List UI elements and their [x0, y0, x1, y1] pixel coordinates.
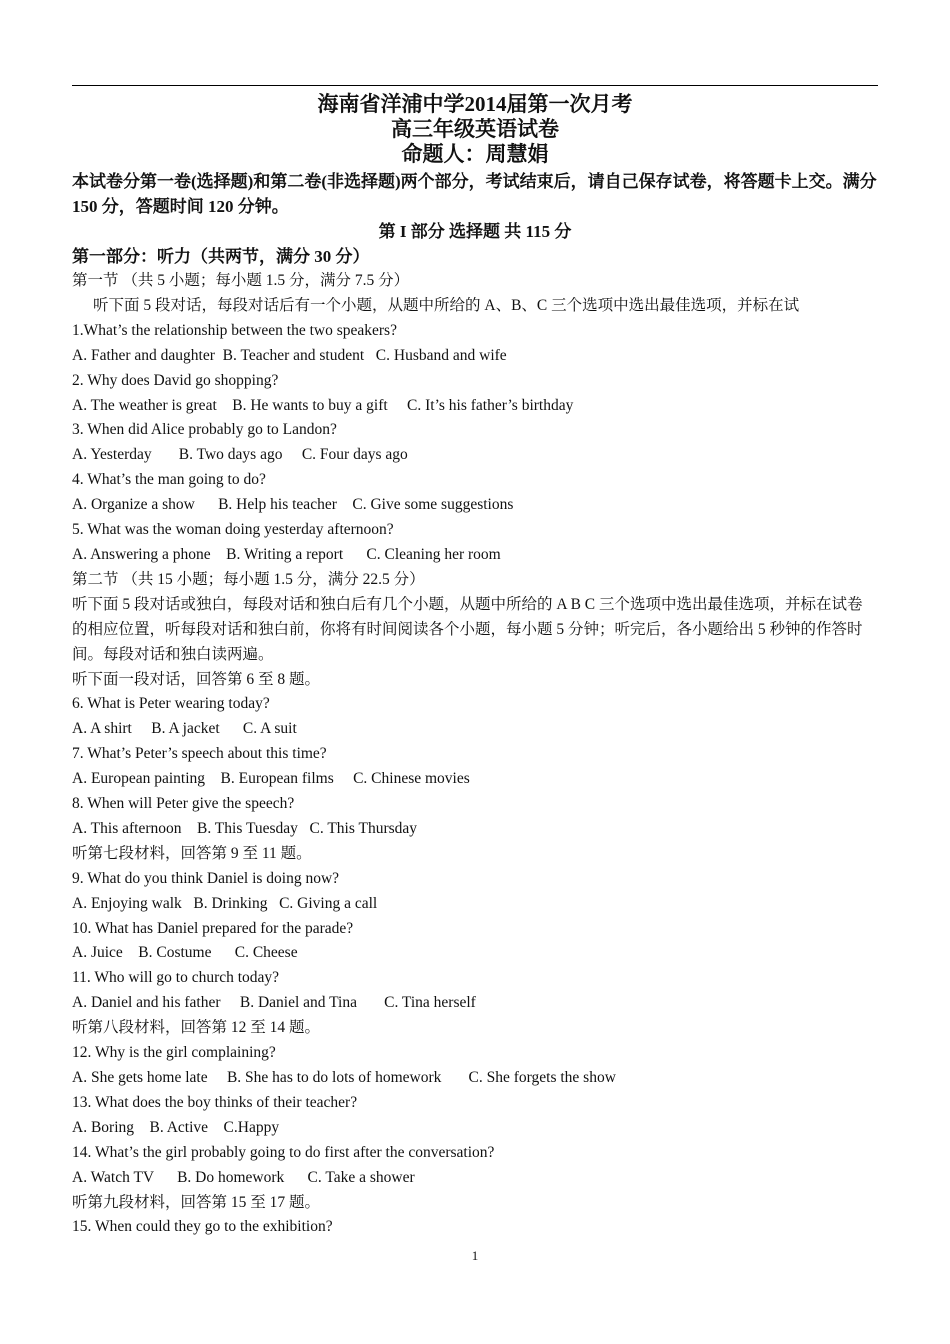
question-text: 14. What’s the girl probably going to do first after the conversation? [72, 1143, 495, 1161]
question-text: 8. When will Peter give the speech? [72, 795, 295, 813]
material-instruction: 听第八段材料，回答第 12 至 14 题。 [72, 1019, 321, 1037]
section-instructions: 听下面 5 段对话或独白，每段对话和独白后有几个小题，从题中所给的 A B C 三个选项中选出最佳选项，并标在试卷的相应位置，听每段对话和独白前，你将有时间阅读各个小题，每小题 5 分钟；听完后，各小题给出 5 秒钟的作答时间。每段对话和独白读两遍。 [72, 595, 863, 663]
answer-options: A. Juice B. Costume C. Cheese [72, 944, 298, 962]
question-text: 3. When did Alice probably go to Landon? [72, 421, 337, 439]
exam-title: 海南省洋浦中学2014届第一次月考 [317, 92, 633, 116]
question-text: 5. What was the woman doing yesterday afternoon? [72, 521, 394, 539]
question-text: 13. What does the boy thinks of their teacher? [72, 1093, 358, 1111]
exam-instructions: 本试卷分第一卷(选择题)和第二卷(非选择题)两个部分，考试结束后，请自己保存试卷，将答题卡上交。满分 150 分，答题时间 120 分钟。 [72, 172, 877, 216]
listening-section-heading: 第一部分：听力（共两节，满分 30 分） [72, 247, 370, 266]
header-rule [72, 85, 878, 86]
answer-options: A. Daniel and his father B. Daniel and Tina C. Tina herself [72, 994, 476, 1012]
section-instructions: 听下面 5 段对话，每段对话后有一个小题，从题中所给的 A、B、C 三个选项中选出最佳选项，并标在试 [93, 296, 800, 314]
material-instruction: 听第九段材料，回答第 15 至 17 题。 [72, 1193, 321, 1211]
question-text: 15. When could they go to the exhibition? [72, 1218, 333, 1236]
answer-options: A. A shirt B. A jacket C. A suit [72, 720, 297, 738]
answer-options: A. The weather is great B. He wants to buy a gift C. It’s his father’s birthday [72, 396, 574, 414]
answer-options: A. Enjoying walk B. Drinking C. Giving a call [72, 894, 378, 912]
material-instruction: 听下面一段对话，回答第 6 至 8 题。 [72, 670, 321, 688]
answer-options: A. Watch TV B. Do homework C. Take a shower [72, 1168, 415, 1186]
question-text: 6. What is Peter wearing today? [72, 695, 270, 713]
answer-options: A. Boring B. Active C.Happy [72, 1118, 280, 1136]
exam-page [72, 92, 878, 1240]
question-text: 10. What has Daniel prepared for the parade? [72, 919, 354, 937]
answer-options: A. Father and daughter B. Teacher and student C. Husband and wife [72, 346, 507, 364]
exam-grade-title: 高三年级英语试卷 [391, 117, 559, 141]
section-note: 第二节 （共 15 小题；每小题 1.5 分，满分 22.5 分） [72, 570, 425, 588]
exam-author: 命题人：周慧娟 [401, 142, 549, 166]
question-text: 12. Why is the girl complaining? [72, 1044, 276, 1062]
answer-options: A. This afternoon B. This Tuesday C. This Thursday [72, 819, 418, 837]
question-text: 2. Why does David go shopping? [72, 371, 279, 389]
question-text: 4. What’s the man going to do? [72, 471, 266, 489]
answer-options: A. Yesterday B. Two days ago C. Four days ago [72, 446, 408, 464]
section-note: 第一节 （共 5 小题；每小题 1.5 分，满分 7.5 分） [72, 272, 410, 289]
question-text: 9. What do you think Daniel is doing now? [72, 869, 340, 887]
question-text: 1.What’s the relationship between the two speakers? [72, 321, 397, 339]
answer-options: A. Answering a phone B. Writing a report C. Cleaning her room [72, 545, 501, 563]
answer-options: A. European painting B. European films C. Chinese movies [72, 770, 470, 788]
question-text: 11. Who will go to church today? [72, 969, 280, 987]
answer-options: A. She gets home late B. She has to do lots of homework C. She forgets the show [72, 1069, 616, 1086]
question-text: 7. What’s Peter’s speech about this time? [72, 745, 327, 763]
part1-heading: 第 I 部分 选择题 共 115 分 [378, 222, 572, 241]
page-number: 1 [471, 1248, 479, 1263]
material-instruction: 听第七段材料，回答第 9 至 11 题。 [72, 844, 312, 862]
answer-options: A. Organize a show B. Help his teacher C. Give some suggestions [72, 496, 514, 514]
